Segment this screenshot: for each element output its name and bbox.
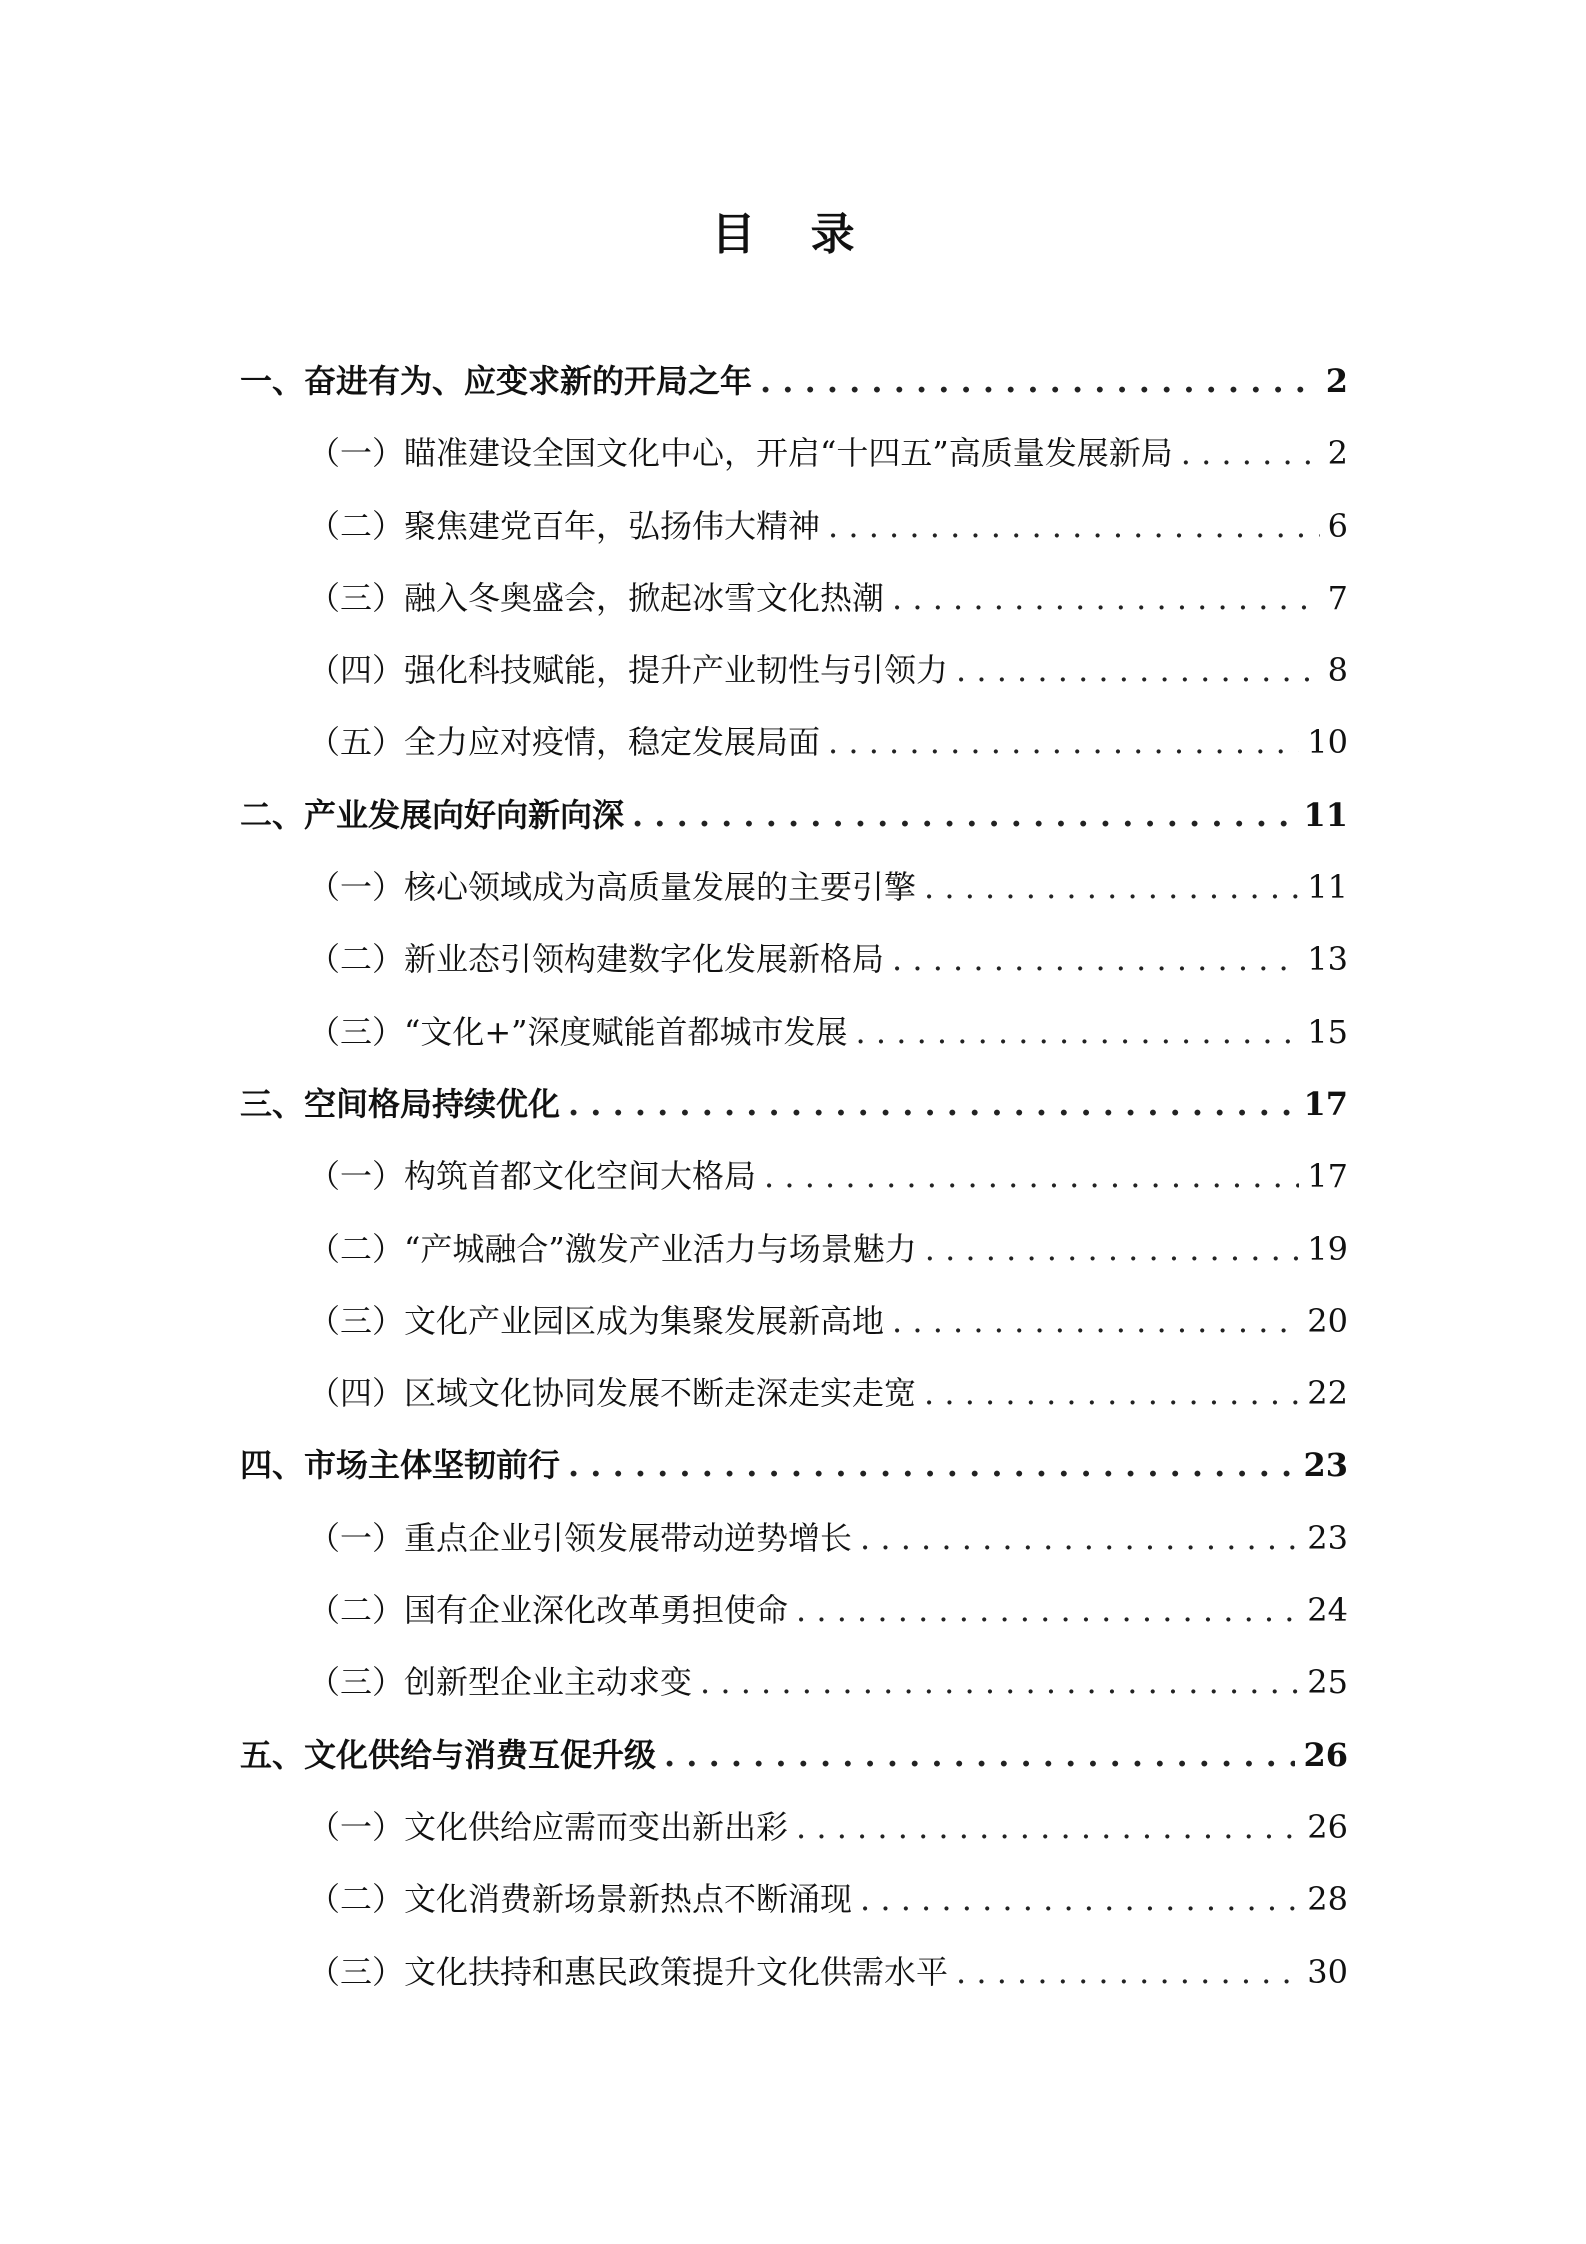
toc-section-entry[interactable] [240, 1006, 1348, 1078]
toc-dot-leader [632, 789, 1295, 841]
toc-dot-leader [760, 355, 1318, 407]
toc-dot-leader [924, 1367, 1299, 1419]
toc-page-number: 6 [1327, 506, 1348, 545]
toc-section-entry[interactable] [240, 1656, 1348, 1728]
toc-section-entry[interactable] [240, 500, 1348, 572]
toc-entry-title: 三、空间格局持续优化 [240, 1084, 561, 1123]
toc-entry-title: （二）文化消费新场景新热点不断涌现 [308, 1880, 853, 1919]
toc-chapter-entry[interactable] [240, 789, 1348, 861]
toc-page-number: 11 [1307, 868, 1348, 907]
toc-section-entry[interactable] [240, 427, 1348, 499]
toc-page-number: 19 [1307, 1229, 1348, 1268]
toc-entry-title: （三）创新型企业主动求变 [308, 1663, 693, 1702]
toc-section-entry[interactable] [240, 716, 1348, 788]
toc-dot-leader [925, 1223, 1300, 1275]
toc-section-entry[interactable] [240, 1801, 1348, 1873]
toc-section-entry[interactable] [240, 861, 1348, 933]
toc-dot-leader [892, 572, 1320, 624]
table-of-contents [240, 355, 1348, 2018]
toc-entry-title: （五）全力应对疫情，稳定发展局面 [308, 723, 821, 762]
toc-page-number: 2 [1325, 362, 1348, 400]
toc-section-entry[interactable] [240, 572, 1348, 644]
toc-entry-title: （二）国有企业深化改革勇担使命 [308, 1591, 789, 1630]
toc-page-number: 17 [1303, 1084, 1348, 1123]
toc-entry-title: （二）聚焦建党百年，弘扬伟大精神 [308, 506, 821, 545]
toc-dot-leader [956, 644, 1320, 696]
toc-page-number: 17 [1307, 1157, 1348, 1196]
toc-dot-leader [796, 1801, 1299, 1853]
toc-dot-leader [860, 1512, 1299, 1564]
toc-entry-title: 二、产业发展向好向新向深 [240, 795, 625, 834]
toc-dot-leader [664, 1729, 1295, 1781]
toc-section-entry[interactable] [240, 933, 1348, 1005]
toc-dot-leader [828, 716, 1299, 768]
page-title: 目 录 [711, 209, 875, 260]
toc-entry-title: （三）文化产业园区成为集聚发展新高地 [308, 1301, 885, 1340]
toc-entry-title: （一）文化供给应需而变出新出彩 [308, 1807, 789, 1846]
toc-entry-title: 五、文化供给与消费互促升级 [240, 1735, 657, 1774]
toc-entry-title: （一）重点企业引领发展带动逆势增长 [308, 1518, 853, 1557]
toc-section-entry[interactable] [240, 1873, 1348, 1945]
toc-entry-title: （一）瞄准建设全国文化中心，开启“十四五”高质量发展新局 [308, 434, 1173, 473]
toc-page-number: 23 [1303, 1446, 1348, 1485]
toc-entry-title: （四）区域文化协同发展不断走深走实走宽 [308, 1374, 917, 1413]
toc-dot-leader [568, 1439, 1295, 1491]
toc-entry-title: （二）新业态引领构建数字化发展新格局 [308, 940, 885, 979]
toc-dot-leader [1181, 427, 1320, 479]
toc-entry-title: （四）强化科技赋能，提升产业韧性与引领力 [308, 651, 949, 690]
toc-section-entry[interactable] [240, 1223, 1348, 1295]
toc-page-number: 11 [1303, 795, 1348, 834]
toc-page-number: 8 [1327, 651, 1348, 690]
toc-dot-leader [860, 1873, 1299, 1925]
toc-chapter-entry[interactable] [240, 1729, 1348, 1801]
toc-page-number: 7 [1327, 578, 1348, 617]
toc-page-number: 28 [1307, 1880, 1348, 1919]
toc-entry-title: （二）“产城融合”激发产业活力与场景魅力 [308, 1229, 917, 1268]
toc-entry-title: （三）融入冬奥盛会，掀起冰雪文化热潮 [308, 578, 885, 617]
toc-page-number: 10 [1307, 723, 1348, 762]
toc-entry-title: （三）文化扶持和惠民政策提升文化供需水平 [308, 1952, 949, 1991]
toc-dot-leader [956, 1946, 1299, 1998]
toc-section-entry[interactable] [240, 1512, 1348, 1584]
toc-entry-title: （三）“文化+”深度赋能首都城市发展 [308, 1012, 848, 1051]
toc-page-number: 26 [1303, 1735, 1348, 1774]
toc-dot-leader [700, 1656, 1299, 1708]
toc-page-number: 24 [1307, 1591, 1348, 1630]
toc-entry-title: 一、奋进有为、应变求新的开局之年 [240, 362, 753, 400]
toc-dot-leader [856, 1006, 1300, 1058]
toc-entry-title: （一）核心领域成为高质量发展的主要引擎 [308, 868, 917, 907]
toc-page-number: 2 [1327, 434, 1348, 473]
toc-dot-leader [892, 933, 1299, 985]
toc-section-entry[interactable] [240, 1367, 1348, 1439]
toc-page-number: 22 [1307, 1374, 1348, 1413]
toc-page-number: 23 [1307, 1518, 1348, 1557]
toc-dot-leader [796, 1584, 1299, 1636]
toc-dot-leader [764, 1150, 1299, 1202]
toc-page-number: 26 [1307, 1807, 1348, 1846]
toc-page-number: 15 [1307, 1012, 1348, 1051]
toc-section-entry[interactable] [240, 1946, 1348, 2018]
toc-dot-leader [568, 1078, 1295, 1130]
toc-dot-leader [828, 500, 1320, 552]
toc-page-number: 25 [1307, 1663, 1348, 1702]
toc-entry-title: 四、市场主体坚韧前行 [240, 1446, 561, 1485]
toc-section-entry[interactable] [240, 644, 1348, 716]
toc-chapter-entry[interactable] [240, 1078, 1348, 1150]
toc-section-entry[interactable] [240, 1584, 1348, 1656]
toc-section-entry[interactable] [240, 1150, 1348, 1222]
toc-section-entry[interactable] [240, 1295, 1348, 1367]
toc-page-number: 30 [1307, 1952, 1348, 1991]
toc-dot-leader [892, 1295, 1299, 1347]
toc-page-number: 13 [1307, 940, 1348, 979]
toc-chapter-entry[interactable] [240, 355, 1348, 427]
toc-dot-leader [924, 861, 1299, 913]
toc-entry-title: （一）构筑首都文化空间大格局 [308, 1157, 757, 1196]
toc-chapter-entry[interactable] [240, 1439, 1348, 1511]
toc-page-number: 20 [1307, 1301, 1348, 1340]
